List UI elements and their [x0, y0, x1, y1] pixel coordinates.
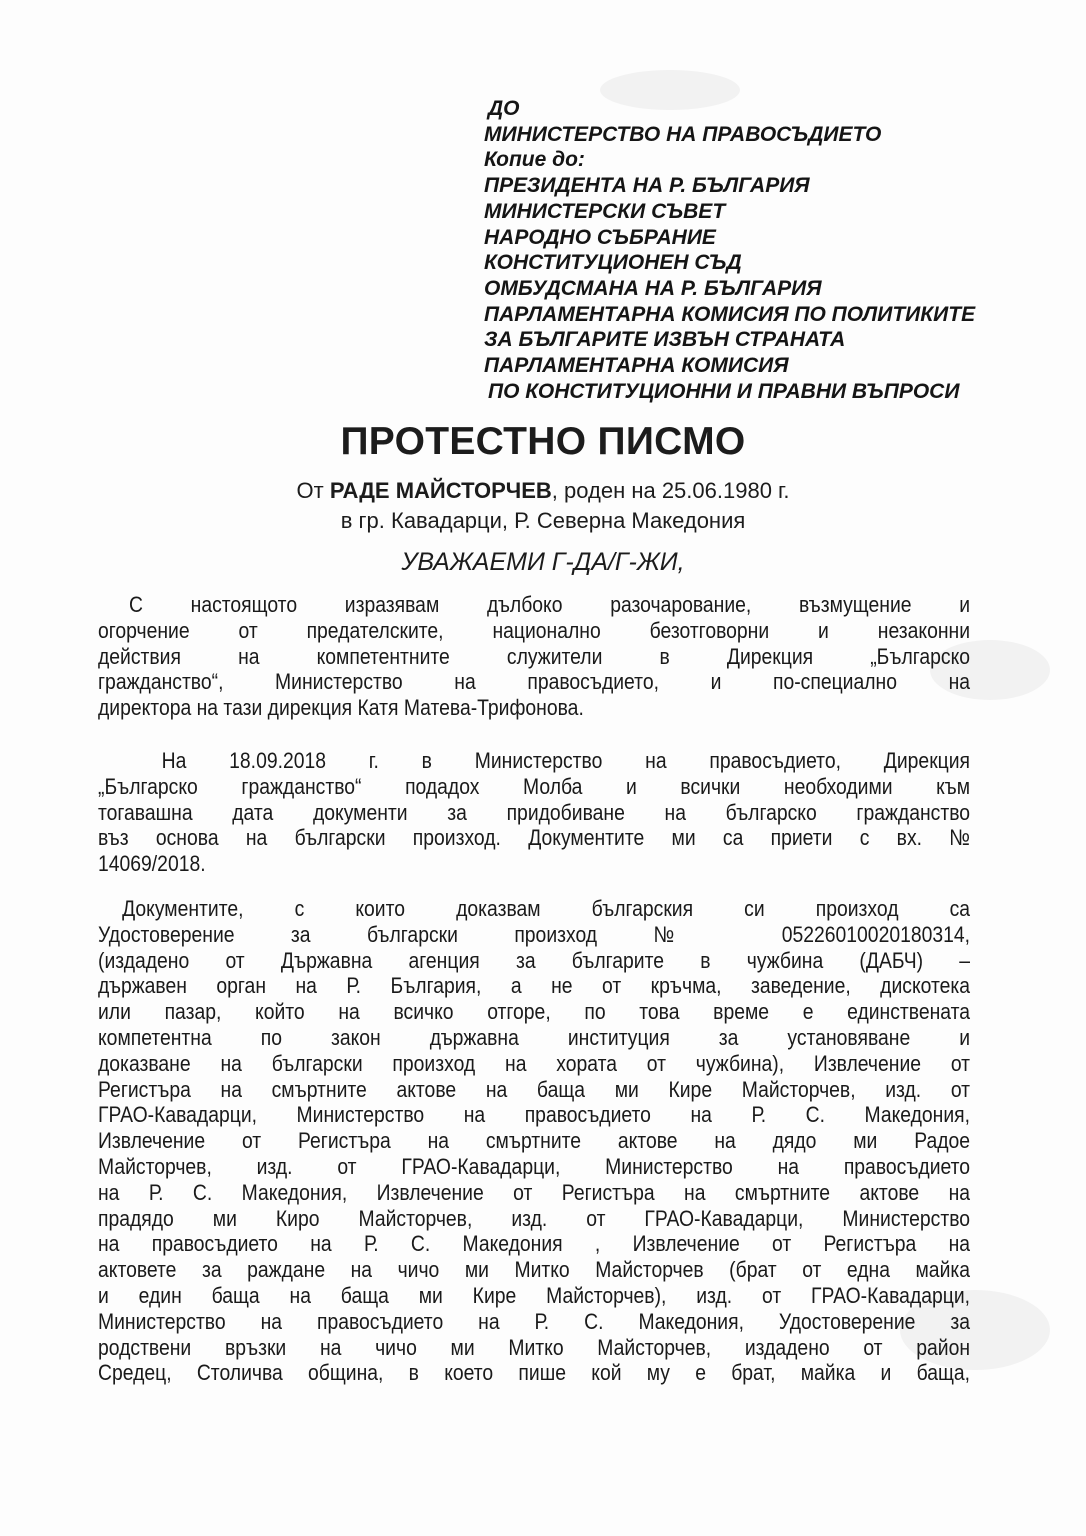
text-line: директора на тази дирекция Катя Матева-Трифонова. — [98, 695, 584, 721]
addressee-block — [484, 96, 975, 404]
sender-place: в гр. Кавадарци, Р. Северна Македония — [340, 508, 746, 533]
text-line: С настоящото изразявам дълбоко разочарование, възмущение и — [128, 592, 971, 617]
text-line: огорчение от предателските, национално безотговорни и незаконни — [98, 617, 971, 643]
text-line: Документите, с които доказвам българския си произход са — [122, 896, 971, 921]
text-line: (издадено от Държавна агенция за българите в чужбина (ДАБЧ) – — [98, 947, 971, 973]
text-line: компетентна по закон държавна институция за установяване и — [98, 1024, 971, 1050]
sender-line — [0, 478, 1086, 504]
text-line: Извлечение от Регистъра на смъртните актове на дядо ми Радое — [98, 1128, 971, 1154]
text-line: държавен орган на Р. България, а не от кръчма, заведение, дискотека — [98, 973, 971, 999]
addressee-copy-item: ПАРЛАМЕНТАРНА КОМИСИЯ ПО ПОЛИТИКИТЕ — [484, 302, 976, 326]
addressee-copy-item: ЗА БЪЛГАРИТЕ ИЗВЪН СТРАНАТА — [484, 328, 846, 352]
sender-name: РАДЕ МАЙСТОРЧЕВ — [329, 478, 552, 503]
text-line: На 18.09.2018 г. в Министерство на правосъдието, Дирекция — [161, 748, 971, 773]
addressee-copy-label: Копие до: — [484, 148, 585, 172]
addressee-copy-item: ПО КОНСТИТУЦИОННИ И ПРАВНИ ВЪПРОСИ — [488, 379, 960, 403]
addressee-primary: МИНИСТЕРСТВО НА ПРАВОСЪДИЕТО — [484, 122, 882, 146]
text-line: Удостоверение за български произход № 05226010020180314, — [98, 921, 971, 947]
addressee-copy-item: МИНИСТЕРСКИ СЪВЕТ — [484, 199, 726, 223]
text-line: „Българско гражданство“ подадох Молба и всички необходими към — [98, 773, 971, 799]
salutation: УВАЖАЕМИ Г-ДА/Г-ЖИ, — [401, 548, 685, 576]
addressee-copy-item: НАРОДНО СЪБРАНИЕ — [484, 225, 716, 249]
document-title: ПРОТЕСТНО ПИСМО — [340, 420, 746, 463]
text-line: прадядо ми Киро Майсторчев, изд. от ГРАО-Кавадарци, Министерство — [98, 1205, 971, 1231]
text-line: ГРАО-Кавадарци, Министерство на правосъдието на Р. С. Македония, — [98, 1102, 971, 1128]
text-line: гражданство“, Министерство на правосъдието, и по-специално на — [98, 669, 971, 695]
addressee-copy-item: ПАРЛАМЕНТАРНА КОМИСИЯ — [484, 354, 789, 378]
text-line: Регистъра на смъртните актове на баща ми Кире Майсторчев, изд. от — [98, 1076, 971, 1102]
text-line: на правосъдието на Р. С. Македония , Извлечение от Регистъра на — [98, 1231, 971, 1257]
sender-birth: , роден на 25.06.1980 г. — [551, 478, 790, 503]
text-line: тогавашна дата документи за придобиване на българско гражданство — [98, 799, 971, 825]
text-line: актовете за раждане на чичо ми Митко Майсторчев (брат от една майка — [98, 1257, 971, 1283]
addressee-to-label: ДО — [488, 97, 520, 120]
text-line: Майсторчев, изд. от ГРАО-Кавадарци, Министерство на правосъдието — [98, 1153, 971, 1179]
addressee-copy-item: ПРЕЗИДЕНТА НА Р. БЪЛГАРИЯ — [484, 174, 810, 198]
text-line: Министерство на правосъдието на Р. С. Македония, Удостоверение за — [98, 1308, 971, 1334]
body-paragraph-1 — [98, 592, 970, 721]
addressee-copy-item: ОМБУДСМАНА НА Р. БЪЛГАРИЯ — [484, 276, 822, 300]
text-line: на Р. С. Македония, Извлечение от Регистъра на смъртните актове на — [98, 1179, 971, 1205]
body-paragraph-2 — [98, 748, 970, 877]
text-line: доказване на български произход на хората от чужбина), Извлечение от — [98, 1050, 971, 1076]
body-paragraph-3 — [98, 896, 970, 1386]
text-line: въз основа на български произход. Документите ми са приети с вх. № — [98, 825, 971, 851]
text-line: Средец, Столичва община, в което пише кой му е брат, майка и баща, — [98, 1360, 971, 1386]
text-line: 14069/2018. — [98, 851, 206, 877]
text-line: или пазар, който на всичко отгоре, по това време е единствената — [98, 999, 971, 1025]
addressee-copy-item: КОНСТИТУЦИОНЕН СЪД — [484, 251, 742, 275]
text-line: и един баща на баща ми Кире Майсторчев), изд. от ГРАО-Кавадарци, — [98, 1282, 971, 1308]
text-line: родствени връзки на чичо ми Митко Майсторчев, издадено от район — [98, 1334, 971, 1360]
sender-prefix: От — [296, 478, 324, 503]
text-line: действия на компетентните служители в Дирекция „Българско — [98, 643, 971, 669]
